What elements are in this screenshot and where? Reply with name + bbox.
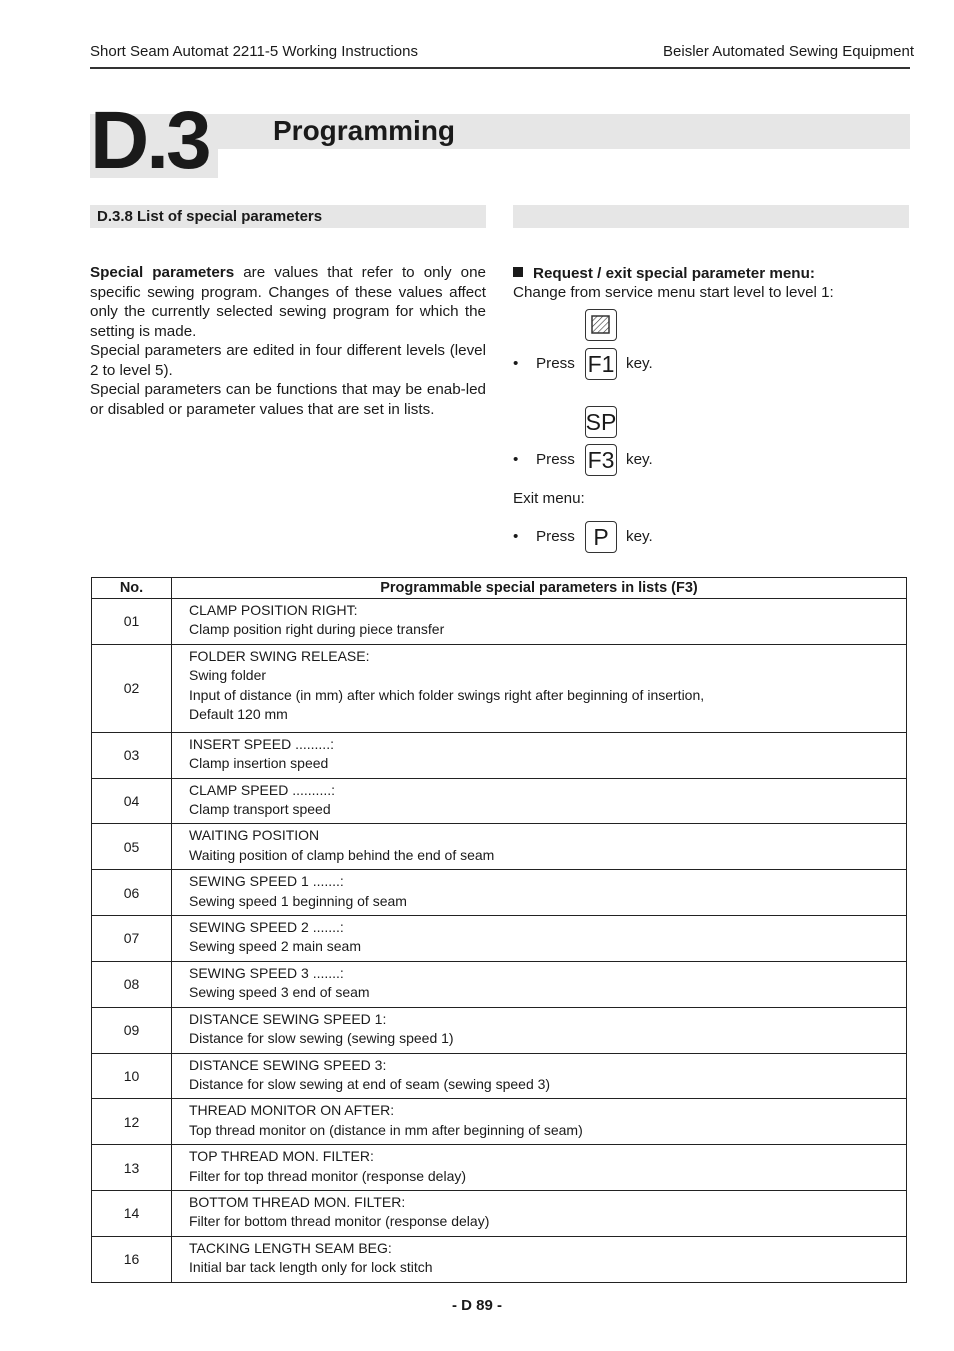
table-row — [92, 1099, 907, 1145]
table-row — [92, 778, 907, 824]
parameter-name: DISTANCE SEWING SPEED 1: — [189, 1010, 387, 1027]
parameter-detail: Input of distance (in mm) after which folder swings right after beginning of insertion, — [189, 686, 705, 703]
row-number: 14 — [92, 1190, 172, 1236]
sp-key[interactable]: SP — [585, 406, 617, 438]
parameter-detail: Distance for slow sewing at end of seam (sewing speed 3) — [189, 1075, 551, 1092]
intro-term: Special parameters — [90, 264, 235, 281]
column-header-description: Programmable special parameters in lists (F3) — [172, 578, 907, 599]
f3-key[interactable]: F3 — [585, 444, 617, 476]
parameter-detail: Top thread monitor on (distance in mm after beginning of seam) — [189, 1121, 583, 1138]
row-number: 12 — [92, 1099, 172, 1145]
instructions-subheading: Change from service menu start level to level 1: — [513, 284, 834, 301]
parameter-name: THREAD MONITOR ON AFTER: — [189, 1102, 395, 1119]
row-number: 01 — [92, 599, 172, 645]
intro-text — [90, 263, 486, 419]
table-body — [92, 599, 907, 1283]
row-number: 16 — [92, 1236, 172, 1282]
intro-paragraph-2: Special parameters are edited in four different levels (level 2 to level 5). — [90, 342, 486, 379]
instructions-heading-text: Request / exit special parameter menu: — [533, 265, 815, 282]
parameter-name: DISTANCE SEWING SPEED 3: — [189, 1056, 387, 1073]
special-parameters-table — [91, 577, 907, 1283]
row-number: 06 — [92, 870, 172, 916]
row-number: 07 — [92, 916, 172, 962]
row-number: 05 — [92, 824, 172, 870]
table-row — [92, 824, 907, 870]
step1-bullet: • — [513, 355, 519, 372]
table-row — [92, 599, 907, 645]
row-description — [172, 916, 907, 962]
step1-key-suffix: key. — [626, 355, 653, 372]
parameter-detail: Swing folder — [189, 667, 267, 684]
table-row — [92, 1007, 907, 1053]
header-right: Beisler Automated Sewing Equipment — [663, 43, 914, 60]
step2-key-suffix: key. — [626, 451, 653, 468]
exit-press: Press — [536, 528, 575, 545]
p-key[interactable]: P — [585, 521, 617, 553]
table-row — [92, 916, 907, 962]
parameter-detail: Sewing speed 1 beginning of seam — [189, 892, 407, 909]
row-description — [172, 1236, 907, 1282]
row-description — [172, 599, 907, 645]
row-description — [172, 644, 907, 732]
row-description — [172, 1053, 907, 1099]
row-description — [172, 1145, 907, 1191]
section-bar-right — [513, 205, 909, 228]
parameter-detail: Clamp insertion speed — [189, 755, 329, 772]
row-description — [172, 870, 907, 916]
table-row — [92, 1190, 907, 1236]
parameter-name: CLAMP SPEED ..........: — [189, 781, 336, 798]
parameter-detail: Distance for slow sewing (sewing speed 1) — [189, 1030, 454, 1047]
step2-press: Press — [536, 451, 575, 468]
table-row — [92, 1053, 907, 1099]
table-header-row — [92, 578, 907, 599]
parameter-detail: Clamp position right during piece transfer — [189, 621, 445, 638]
table-row — [92, 1236, 907, 1282]
table-row — [92, 961, 907, 1007]
chapter-title: Programming — [273, 115, 456, 146]
parameter-detail: Initial bar tack length only for lock stitch — [189, 1259, 433, 1276]
parameter-detail: Waiting position of clamp behind the end of seam — [189, 846, 495, 863]
exit-bullet: • — [513, 528, 519, 545]
parameter-detail: Filter for bottom thread monitor (response delay) — [189, 1213, 490, 1230]
row-description — [172, 824, 907, 870]
row-number: 08 — [92, 961, 172, 1007]
row-description — [172, 1190, 907, 1236]
parameter-name: SEWING SPEED 2 .......: — [189, 919, 344, 936]
section-title: D.3.8 List of special parameters — [97, 208, 323, 225]
row-description — [172, 1099, 907, 1145]
row-description — [172, 732, 907, 778]
page-number: - D 89 - — [451, 1297, 502, 1314]
parameter-detail: Sewing speed 3 end of seam — [189, 984, 370, 1001]
row-number: 04 — [92, 778, 172, 824]
row-number: 10 — [92, 1053, 172, 1099]
table-row — [92, 644, 907, 732]
row-number: 02 — [92, 644, 172, 732]
table-row — [92, 870, 907, 916]
row-description — [172, 961, 907, 1007]
parameter-name: SEWING SPEED 1 .......: — [189, 873, 344, 890]
exit-key-suffix: key. — [626, 528, 653, 545]
parameter-detail: Default 120 mm — [189, 706, 288, 723]
table-row — [92, 1145, 907, 1191]
column-header-no: No. — [92, 578, 172, 599]
square-bullet-icon — [513, 267, 523, 277]
parameter-name: TOP THREAD MON. FILTER: — [189, 1148, 374, 1165]
f1-key[interactable]: F1 — [585, 348, 617, 380]
parameter-name: WAITING POSITION — [189, 827, 320, 844]
parameter-name: BOTTOM THREAD MON. FILTER: — [189, 1193, 406, 1210]
row-description — [172, 778, 907, 824]
intro-para1-rest: are values that refer to only one specific sewing program. Changes of these values affect only the currently selected sewing program for which the setting is made. — [90, 264, 486, 340]
intro-paragraph-1 — [90, 263, 486, 341]
parameter-name: INSERT SPEED .........: — [189, 735, 334, 752]
parameter-detail: Clamp transport speed — [189, 801, 331, 818]
header-left: Short Seam Automat 2211-5 Working Instructions — [90, 43, 418, 60]
row-number: 03 — [92, 732, 172, 778]
intro-paragraph-3: Special parameters can be functions that may be enab-led or disabled or parameter values that are set in lists. — [90, 381, 486, 418]
row-number: 13 — [92, 1145, 172, 1191]
chapter-number: D.3 — [90, 95, 209, 186]
header-rule — [90, 67, 910, 69]
parameter-name: CLAMP POSITION RIGHT: — [189, 602, 358, 618]
parameter-name: SEWING SPEED 3 .......: — [189, 964, 344, 981]
instructions-heading — [513, 265, 815, 282]
step1-press: Press — [536, 355, 575, 372]
row-number: 09 — [92, 1007, 172, 1053]
hatched-square-icon — [585, 309, 617, 341]
parameter-name: TACKING LENGTH SEAM BEG: — [189, 1239, 392, 1256]
exit-label: Exit menu: — [513, 490, 585, 507]
parameter-detail: Sewing speed 2 main seam — [189, 938, 361, 955]
table-row — [92, 732, 907, 778]
row-description — [172, 1007, 907, 1053]
step2-bullet: • — [513, 451, 519, 468]
parameter-name: FOLDER SWING RELEASE: — [189, 647, 370, 664]
parameter-detail: Filter for top thread monitor (response delay) — [189, 1167, 467, 1184]
